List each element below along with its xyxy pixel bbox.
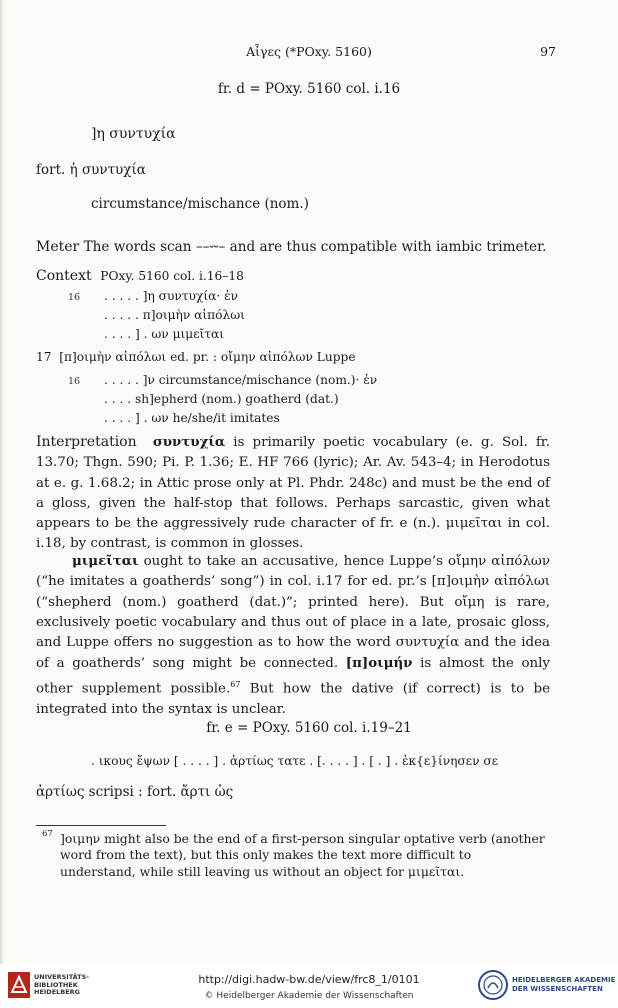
meter-pre: The words scan [83, 239, 192, 255]
footnote-rule [36, 825, 166, 826]
academy-name: HEIDELBERGER AKADEMIE DER WISSENSCHAFTEN [512, 976, 616, 993]
footnote-number: 67 [42, 829, 53, 839]
fragment-e-apparatus: ἀρτίως scripsi : fort. ἄρτι ὡς [36, 784, 234, 800]
context-english-line: . . . . . ]ν circumstance/mischance (nom.)· ἐν [104, 373, 378, 387]
academy-seal-icon [478, 970, 508, 1000]
interpretation-paragraph [36, 432, 550, 555]
interpretation-label: Interpretation [36, 434, 137, 450]
context-label-line [36, 268, 244, 284]
interpretation-text-4: But how the dative (if correct) is to be integrated into the syntax is unclear. [36, 681, 551, 717]
page-edge-shadow [0, 0, 4, 964]
viewer-footer [0, 964, 618, 1008]
context-note: [π]οιμὴν αἰπόλωι ed. pr. : οἴμην αἰπόλων Luppe [59, 350, 356, 364]
running-head: Αἶγες (*POxy. 5160) [246, 44, 372, 59]
interpretation-lemma-2: μιμεῖται [72, 553, 139, 569]
context-english-line: . . . . sh]epherd (nom.) goatherd (dat.) [104, 392, 339, 406]
meter-scansion: ––⏑⏑– [195, 239, 226, 255]
interpretation-lemma: συντυχία [152, 434, 226, 450]
permalink-url[interactable]: http://digi.hadw-bw.de/view/frc8_1/0101 [198, 973, 420, 986]
context-greek-line: . . . . . π]οιμὴν αἰπόλωι [104, 308, 245, 322]
context-line-number: 16 [68, 292, 81, 303]
context-greek-line: . . . . ] . ων μιμεῖται [104, 327, 225, 341]
fragment-e-heading: fr. e = POxy. 5160 col. i.19–21 [206, 720, 412, 736]
copyright-notice: © Heidelberger Akademie der Wissenschaften [204, 991, 414, 1001]
fragment-d-apparatus: fort. ἡ συντυχία [36, 162, 146, 178]
context-line-number: 16 [68, 376, 81, 387]
fragment-e-text: . ικους ἔψων [ . . . . ] . ἀρτίως τατε . [. . . . ] . [ . ] . ἐκ{ε}ίνησεν σε [91, 754, 499, 768]
interpretation-text: is primarily poetic vocabulary (e. g. Sol. fr. 13.70; Thgn. 590; Pi. P. 1.36; E. HF 766 (lyric); Ar. Av. 543–4; in Herodotus at e. g. 1.68.2; in Attic prose only at Pl. Phdr. 248c) and must be the end of a gloss, given the half-stop that follows. Perhaps sarcastic, given what appears to be the aggressively rude character of fr. e (n.). μιμεῖται in col. i.18, by contrast, is common in glosses. [36, 435, 550, 552]
interpretation-lemma-3: [π]οιμήν [345, 655, 413, 672]
interpretation-text-2: ought to take an accusative, hence Luppe’s οἴμην αἰπόλων (“he imitates a goatherds’ song”) in col. i.17 for ed. pr.’s [π]οιμὴν αἰπόλωι (“shepherd (nom.) goatherd (dat.)”; printed here). But οἴμη is rare, exclusively poetic vocabulary and thus out of place in a late, prosaic gloss, and Luppe offers no suggestion as to how the word συντυχία and the idea of a goatherds’ song might be connected. [36, 554, 550, 672]
context-label: Context [36, 268, 92, 284]
meter-line [36, 239, 546, 255]
footnote-reference[interactable]: 67 [230, 679, 241, 689]
context-source: POxy. 5160 col. i.16–18 [100, 269, 244, 283]
context-greek-line: . . . . . ]η συντυχία· ἐν [104, 289, 239, 303]
meter-label: Meter [36, 239, 80, 255]
fragment-d-text: ]η συντυχία [91, 126, 176, 142]
interpretation-text-3: is almost the only other supplement possible. [36, 656, 550, 697]
context-english-line: . . . . ] . ων he/she/it imitates [104, 411, 280, 425]
page-number: 97 [540, 44, 556, 59]
fragment-d-heading: fr. d = POxy. 5160 col. i.16 [217, 81, 401, 97]
fragment-d-translation: circumstance/mischance (nom.) [91, 196, 309, 212]
context-note-line [36, 350, 356, 364]
footnote-text: ]οιμην might also be the end of a first-person singular optative verb (another word from the text), but this only makes the text more difficult to understand, while still leaving us without an object for μιμεῖται. [60, 831, 545, 879]
interpretation-paragraph-2 [36, 551, 550, 720]
context-note-number: 17 [36, 350, 52, 364]
meter-post: and are thus compatible with iambic trimeter. [229, 239, 547, 255]
library-name-text: UNIVERSITÄTS- BIBLIOTHEK HEIDELBERG [34, 973, 89, 996]
